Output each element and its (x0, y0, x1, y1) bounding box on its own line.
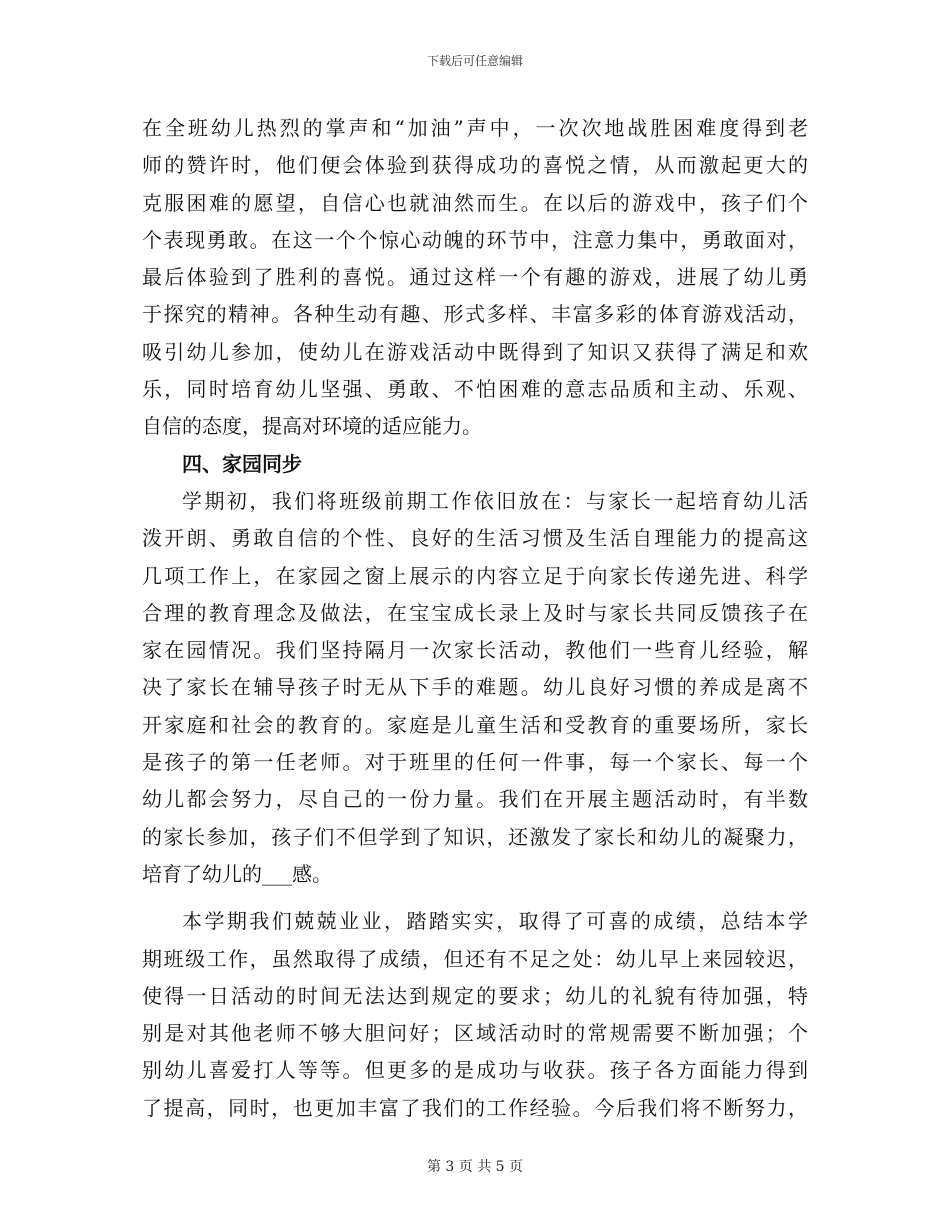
paragraph-summary (142, 903, 808, 1127)
text-line: 吸引幼儿参加，使幼儿在游戏活动中既得到了知识又获得了满足和欢 (142, 339, 808, 364)
section-heading: 四、家园同步 (182, 451, 302, 476)
page-footer: 第 3 页 共 5 页 (426, 1159, 524, 1175)
text-line: 别是对其他老师不够大胆问好；区域活动时的常规需要不断加强；个 (142, 1021, 808, 1046)
paragraph-home-school (142, 483, 808, 893)
text-line: 本学期我们兢兢业业，踏踏实实，取得了可喜的成绩，总结本学 (182, 909, 808, 934)
document-body (142, 110, 808, 1127)
paragraph-continuation (142, 110, 808, 446)
text-line: 家在园情况。我们坚持隔月一次家长活动，教他们一些育儿经验，解 (142, 638, 808, 663)
text-line: 的家长参加，孩子们不但学到了知识，还激发了家长和幼儿的凝聚力， (142, 824, 808, 849)
text-line: 是孩子的第一任老师。对于班里的任何一件事，每一个家长、每一个 (142, 750, 808, 775)
text-line: 几项工作上，在家园之窗上展示的内容立足于向家长传递先进、科学 (142, 563, 808, 588)
text-line: 使得一日活动的时间无法达到规定的要求；幼儿的礼貌有待加强，特 (142, 983, 808, 1008)
text-line: 开家庭和社会的教育的。家庭是儿童生活和受教育的重要场所，家长 (142, 712, 808, 737)
text-line: 幼儿都会努力，尽自己的一份力量。我们在开展主题活动时，有半数 (142, 787, 808, 812)
text-line: 学期初，我们将班级前期工作依旧放在：与家长一起培育幼儿活 (182, 488, 808, 513)
text-line: 别幼儿喜爱打人等等。但更多的是成功与收获。孩子各方面能力得到 (142, 1058, 808, 1083)
text-line: 师的赞许时，他们便会体验到获得成功的喜悦之情，从而激起更大的 (142, 153, 808, 178)
text-line: 于探究的精神。各种生动有趣、形式多样、丰富多彩的体育游戏活动， (142, 302, 808, 327)
text-line: 期班级工作，虽然取得了成绩，但还有不足之处：幼儿早上来园较迟， (142, 946, 808, 971)
text-line: 乐，同时培育幼儿坚强、勇敢、不怕困难的意志品质和主动、乐观、 (142, 377, 808, 402)
text-line: 合理的教育理念及做法，在宝宝成长录上及时与家长共同反馈孩子在 (142, 600, 808, 625)
text-line: 泼开朗、勇敢自信的个性、良好的生活习惯及生活自理能力的提高这 (142, 526, 808, 551)
text-line: 自信的态度，提高对环境的适应能力。 (142, 414, 482, 439)
text-line: 决了家长在辅导孩子时无从下手的难题。幼儿良好习惯的养成是离不 (142, 675, 808, 700)
page-header: 下载后可任意编辑 (426, 54, 523, 68)
text-line: 克服困难的愿望，自信心也就油然而生。在以后的游戏中，孩子们个 (142, 190, 808, 215)
text-line: 在全班幼儿热烈的掌声和“加油”声中，一次次地战胜困难度得到老 (142, 116, 808, 140)
text-line: 培育了幼儿的___感。 (142, 861, 332, 886)
text-line: 最后体验到了胜利的喜悦。通过这样一个有趣的游戏，进展了幼儿勇 (142, 265, 808, 290)
text-line: 个表现勇敢。在这一个个惊心动魄的环节中，注意力集中，勇敢面对， (142, 227, 808, 252)
text-line: 了提高，同时，也更加丰富了我们的工作经验。今后我们将不断努力， (142, 1095, 808, 1120)
